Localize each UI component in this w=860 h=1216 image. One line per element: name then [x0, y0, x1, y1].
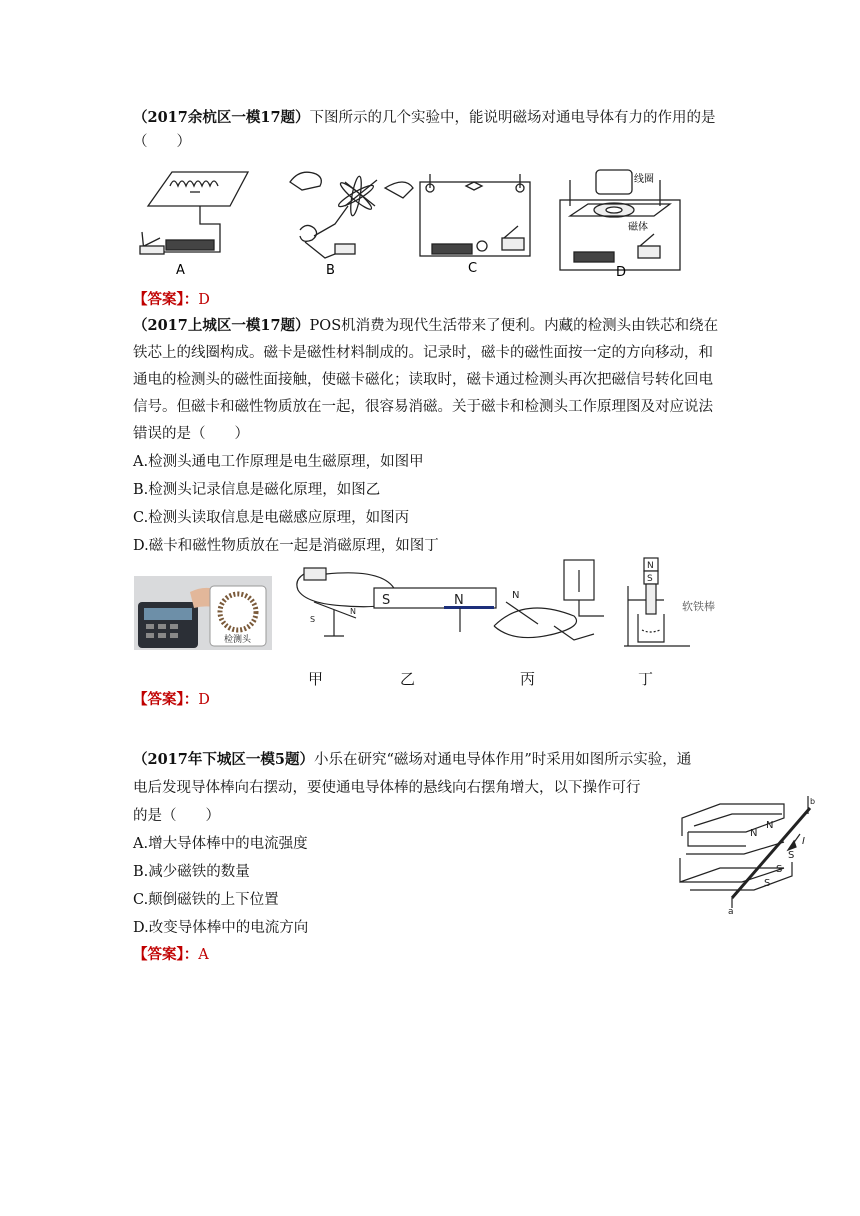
q3-stem-line2: 电后发现导体棒向右摆动，要使通电导体棒的悬线向右摆角增大，以下操作可行 — [133, 780, 641, 796]
q3-option-b: B.减少磁铁的数量 — [133, 864, 250, 880]
q2-fig-label-yi: 乙 — [400, 670, 416, 688]
q1-fig-d-coil-text: 线圈 — [634, 174, 654, 185]
q2-fig-rod-text: 软铁棒 — [682, 600, 715, 613]
q3-answer — [133, 945, 209, 965]
q2-answer-label: 【答案】： — [133, 691, 199, 708]
q3-fig-letter-b: b — [810, 797, 816, 806]
q3-fig-letter-a: a — [728, 907, 734, 914]
q1-stem-text: 下图所示的几个实验中，能说明磁场对通电导体有力的作用的是 — [309, 110, 716, 126]
q1-fig-b-label: B — [326, 263, 335, 278]
q2-stem-line2: 铁芯上的线圈构成。磁卡是磁性材料制成的。记录时，磁卡的磁性面按一定的方向移动，和 — [133, 345, 713, 361]
q2-source: （2017上城区一模17题） — [133, 317, 310, 334]
q2-option-a: A.检测头通电工作原理是电生磁原理，如图甲 — [133, 454, 424, 470]
q3-fig-letter-n2: N — [750, 828, 758, 839]
q3-source: （2017年下城区一模5题） — [133, 751, 314, 768]
q1-figure — [130, 160, 720, 282]
q1-fig-d-magnet-text: 磁体 — [628, 222, 648, 233]
q2-fig-jia-s: S — [310, 615, 316, 624]
q3-fig-letter-s3: S — [764, 878, 771, 889]
q2-option-b: B.检测头记录信息是磁化原理，如图乙 — [133, 482, 381, 498]
q2-fig-pos-photo — [134, 576, 272, 650]
q3-fig-letter-n1: N — [766, 820, 774, 831]
q2-stem-line5: 错误的是（ ） — [133, 426, 249, 442]
q2-fig-label-jia: 甲 — [308, 670, 324, 688]
q2-option-c: C.检测头读取信息是电磁感应原理，如图丙 — [133, 510, 410, 526]
q3-stem-line1 — [133, 750, 691, 770]
q1-answer — [133, 290, 210, 310]
q3-answer-value: A — [198, 947, 209, 963]
q2-fig-yi — [374, 588, 496, 632]
q3-option-d: D.改变导体棒中的电流方向 — [133, 920, 309, 936]
q3-stem-text: 小乐在研究“磁场对通电导体作用”时采用如图所示实验，通 — [313, 752, 692, 768]
q1-fig-c-label: C — [468, 261, 478, 276]
q3-fig-letter-s1: S — [788, 850, 795, 861]
q2-stem-line4: 信号。但磁卡和磁性物质放在一起，很容易消磁。关于磁卡和检测头工作原理图及对应说法 — [133, 399, 713, 415]
q1-answer-value: D — [198, 292, 210, 308]
q1-fig-d-label: D — [616, 265, 627, 280]
q2-figure — [134, 556, 734, 692]
q1-stem-line1 — [133, 108, 716, 128]
q2-fig-head-text: 检测头 — [224, 635, 252, 645]
q2-fig-bing-n: N — [512, 590, 520, 601]
q2-fig-label-bing: 丙 — [520, 670, 536, 688]
q1-fig-d — [560, 170, 680, 270]
q2-fig-ding — [624, 558, 690, 646]
q2-fig-ding-top-n: N — [647, 561, 654, 571]
q2-stem-line3: 通电的检测头的磁性面接触，使磁卡磁化；读取时，磁卡通过检测头再次把磁信号转化回电 — [133, 372, 713, 388]
q3-fig-letter-i: I — [802, 836, 805, 847]
q3-option-a: A.增大导体棒中的电流强度 — [133, 836, 308, 852]
q2-fig-yi-n: N — [454, 593, 464, 608]
q1-fig-a — [140, 172, 248, 254]
q2-fig-ding-top-s: S — [647, 574, 653, 584]
q1-answer-label: 【答案】： — [133, 291, 199, 308]
q2-answer-value: D — [198, 692, 210, 708]
q1-fig-c — [420, 174, 530, 256]
q1-fig-a-label: A — [176, 263, 185, 278]
q3-stem-line3: 的是（ ） — [133, 808, 220, 824]
q3-option-c: C.颠倒磁铁的上下位置 — [133, 892, 279, 908]
q3-answer-label: 【答案】： — [133, 946, 199, 963]
q2-stem-text-0: POS机消费为现代生活带来了便利。内藏的检测头由铁芯和绕在 — [309, 318, 719, 334]
q2-fig-label-ding: 丁 — [638, 670, 654, 688]
q2-option-d: D.磁卡和磁性物质放在一起是消磁原理，如图丁 — [133, 538, 439, 554]
q3-figure — [672, 794, 826, 914]
q3-fig-letter-s2: S — [776, 864, 783, 875]
q2-answer — [133, 690, 210, 710]
q1-fig-b — [290, 172, 413, 258]
q2-fig-jia-n: N — [350, 607, 356, 616]
q2-stem-line1 — [133, 316, 718, 336]
q1-stem-line2: （ ） — [133, 134, 191, 150]
q2-fig-yi-s: S — [382, 593, 391, 608]
q2-fig-bing — [494, 560, 604, 640]
q1-source: （2017余杭区一模17题） — [133, 109, 310, 126]
